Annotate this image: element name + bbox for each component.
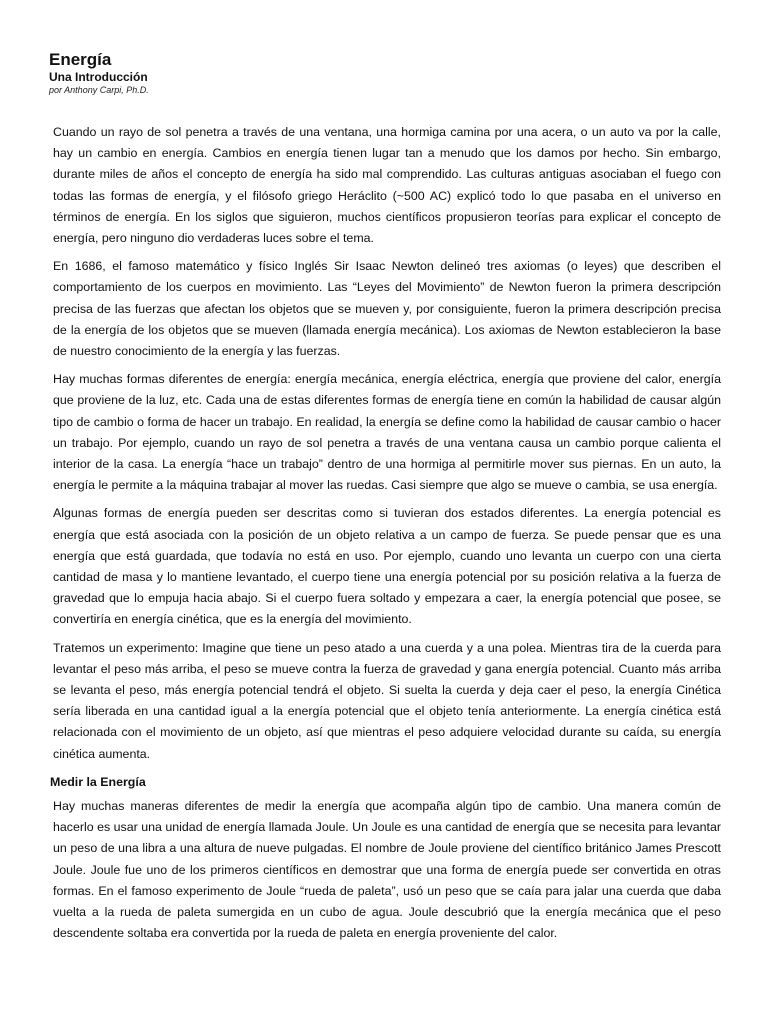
paragraph-potential-energy: Algunas formas de energía pueden ser descritas como si tuvieran dos estados diferentes. La energía potencial es energía que está asociada con la posición de un objeto relativa a un campo de fuerza. Se puede pensar que es una energía que está guardada, que todavía no está en uso. Por ejemplo, cuando uno levanta un cuerpo con una cierta cantidad de masa y lo mantiene levantado, el cuerpo tiene una energía potencial por su posición relativa a la fuerza de gravedad que lo empuja hacia abajo. Si el cuerpo fuera soltado y empezara a caer, la energía potencial que posee, se convertiría en energía cinética, que es la energía del movimiento. bbox=[53, 506, 721, 627]
document-subtitle: Una Introducción bbox=[49, 70, 148, 84]
document-body bbox=[50, 122, 721, 951]
paragraph-newton: En 1686, el famoso matemático y físico Inglés Sir Isaac Newton delineó tres axiomas (o leyes) que describen el comportamiento de los cuerpos en movimiento. Las “Leyes del Movimiento” de Newton fueron la primera descripción precisa de las fuerzas que afectan los objetos que se mueven y, por consiguiente, fueron la primera descripción precisa de la energía de los objetos que se mueven (llamada energía mecánica). Los axiomas de Newton establecieron la base de nuestro conocimiento de la energía y las fuerzas. bbox=[53, 259, 721, 359]
section-heading: Medir la Energía bbox=[50, 774, 146, 789]
document-header bbox=[49, 50, 149, 96]
paragraph-measuring-energy: Hay muchas maneras diferentes de medir la energía que acompaña algún tipo de cambio. Una manera común de hacerlo es usar una unidad de energía llamada Joule. Un Joule es una cantidad de energía que se necesita para levantar un peso de una libra a una altura de nueve pulgadas. El nombre de Joule proviene del científico británico James Prescott Joule. Joule fue uno de los primeros científicos en demostrar que una forma de energía puede ser convertida en otras formas. En el famoso experimento de Joule “rueda de paleta”, usó un peso que se caía para jalar una cuerda que daba vuelta a la rueda de paleta sumergida en un cubo de agua. Joule descubrió que la energía mecánica que el peso descendente soltaba era convertida por la rueda de paleta en energía proveniente del calor. bbox=[53, 798, 721, 941]
paragraph-intro: Cuando un rayo de sol penetra a través de una ventana, una hormiga camina por una acera, o un auto va por la calle, hay un cambio en energía. Cambios en energía tienen lugar tan a menudo que los damos por hecho. Sin embargo, durante miles de años el concepto de energía ha sido mal comprendido. Las culturas antiguas asociaban el fuego con todas las formas de energía, y el filósofo griego Heráclito (~500 AC) explicó todo lo que pasaba en el universo en términos de energía. En los siglos que siguieron, muchos científicos propusieron teorías para explicar el concepto de energía, pero ninguno dio verdaderas luces sobre el tema. bbox=[53, 125, 721, 246]
document-title: Energía bbox=[49, 50, 112, 69]
author-byline: por Anthony Carpi, Ph.D. bbox=[49, 85, 149, 95]
paragraph-forms-of-energy: Hay muchas formas diferentes de energía: energía mecánica, energía eléctrica, energía que proviene del calor, energía que proviene de la luz, etc. Cada una de estas diferentes formas de energía tiene en común la habilidad de causar algún tipo de cambio o forma de hacer un trabajo. En realidad, la energía se define como la habilidad de causar cambio o hacer un trabajo. Por ejemplo, cuando un rayo de sol penetra a través de una ventana causa un cambio porque calienta el interior de la casa. La energía “hace un trabajo” dentro de una hormiga al permitirle mover sus piernas. En un auto, la energía le permite a la máquina trabajar al mover las ruedas. Casi siempre que algo se mueve o cambia, se usa energía. bbox=[53, 372, 721, 493]
paragraph-experiment: Tratemos un experimento: Imagine que tiene un peso atado a una cuerda y a una polea. Mientras tira de la cuerda para levantar el peso más arriba, el peso se mueve contra la fuerza de gravedad y gana energía potencial. Cuanto más arriba se levanta el peso, más energía potencial tendrá el objeto. Si suelta la cuerda y deja caer el peso, la energía Cinética sería liberada en una cantidad igual a la energía potencial que el objeto tenía anteriormente. La energía cinética está relacionada con el movimiento de un objeto, así que mientras el peso adquiere velocidad durante su caída, su energía cinética aumenta. bbox=[53, 640, 721, 761]
